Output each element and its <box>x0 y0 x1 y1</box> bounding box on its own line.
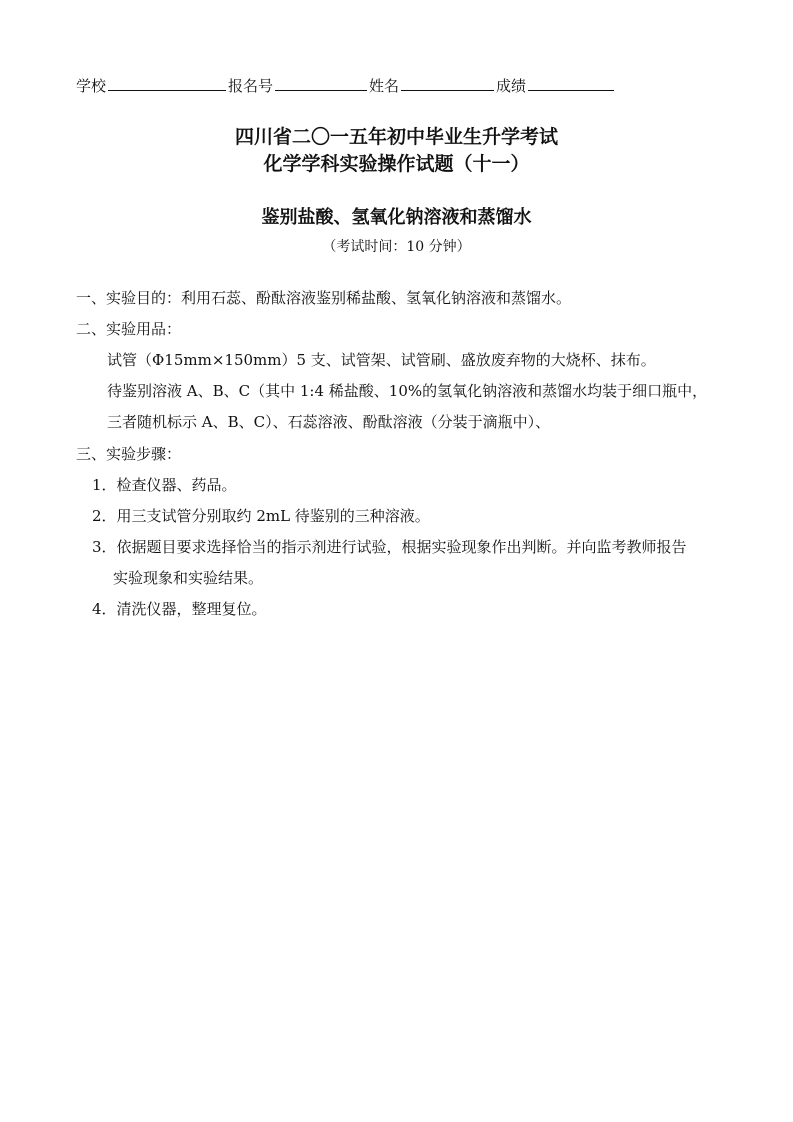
step-3-line-2: 实验现象和实验结果。 <box>113 569 264 587</box>
candidate-info-line <box>76 74 616 97</box>
step-1: 1．检查仪器、药品。 <box>92 476 237 494</box>
score-label: 成绩 <box>496 77 527 95</box>
name-blank <box>401 74 494 91</box>
step-4: 4．清洗仪器，整理复位。 <box>92 600 267 618</box>
registration-number-blank <box>275 74 367 91</box>
score-blank <box>528 74 614 91</box>
registration-number-label: 报名号 <box>228 77 274 95</box>
exam-subtitle: 化学学科实验操作试题（十一） <box>263 153 530 175</box>
purpose-line: 一、实验目的：利用石蕊、酚酞溶液鉴别稀盐酸、氢氧化钠溶液和蒸馏水。 <box>76 289 572 307</box>
steps-heading: 三、实验步骤： <box>76 445 182 463</box>
school-label: 学校 <box>76 77 107 95</box>
step-2: 2．用三支试管分别取约 2mL 待鉴别的三种溶液。 <box>92 507 430 525</box>
materials-line-3: 三者随机标示 A、B、C）、石蕊溶液、酚酞溶液（分装于滴瓶中）、 <box>107 413 551 431</box>
materials-heading: 二、实验用品： <box>76 320 182 338</box>
experiment-title: 鉴别盐酸、氢氧化钠溶液和蒸馏水 <box>261 207 532 228</box>
materials-line-1: 试管（Φ15mm×150mm）5 支、试管架、试管刷、盛放废弃物的大烧杯、抹布。 <box>107 351 656 369</box>
exam-time-note: （考试时间：10 分钟） <box>322 239 471 255</box>
school-blank <box>108 74 226 91</box>
exam-title: 四川省二〇一五年初中毕业生升学考试 <box>234 126 558 148</box>
materials-line-2: 待鉴别溶液 A、B、C（其中 1:4 稀盐酸、10%的氢氧化钠溶液和蒸馏水均装于细口瓶中， <box>107 382 708 400</box>
step-3-line-1: 3．依据题目要求选择恰当的指示剂进行试验，根据实验现象作出判断。并向监考教师报告 <box>92 538 687 556</box>
name-label: 姓名 <box>369 77 400 95</box>
